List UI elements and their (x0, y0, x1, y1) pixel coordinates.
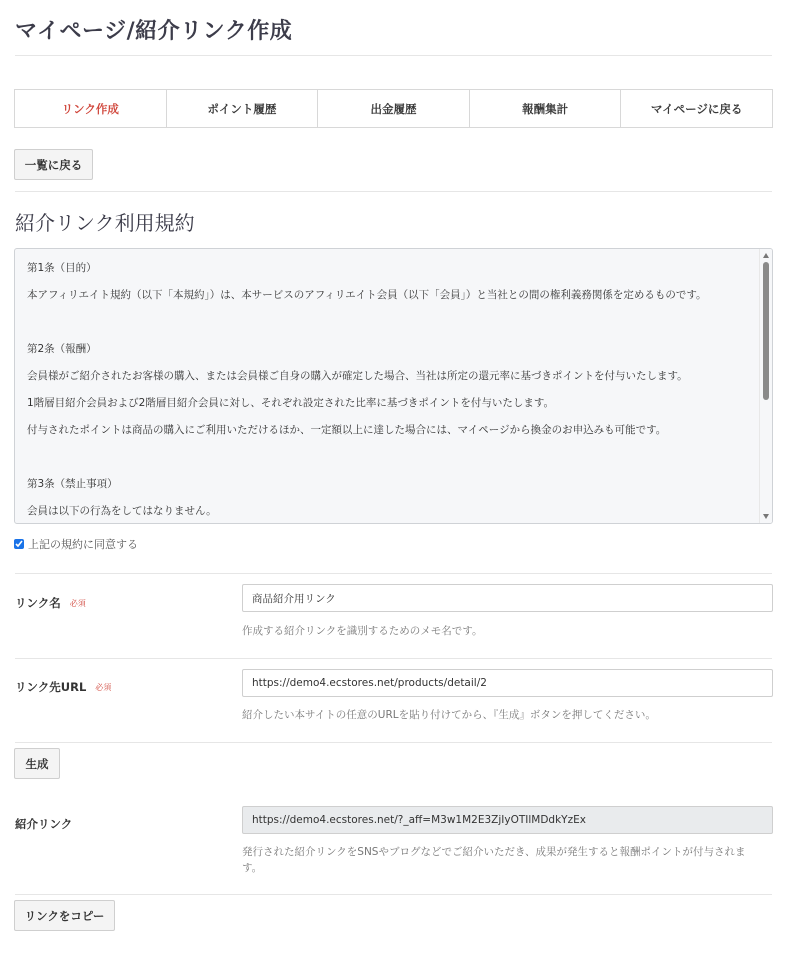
agree-checkbox[interactable] (14, 539, 24, 549)
terms-article-3-body: 会員は以下の行為をしてはなりません。 (27, 505, 217, 517)
agree-terms[interactable] (14, 536, 138, 552)
form-divider-4 (15, 894, 772, 895)
referral-link-help-line-2: す。 (242, 862, 263, 874)
page-title: マイページ/紹介リンク作成 (15, 19, 293, 44)
required-badge: 必須 (69, 598, 86, 608)
referral-link-help-line-1: 発行された紹介リンクをSNSやブログなどでご紹介いただき、成果が発生すると報酬ポイントが付与されま (242, 846, 746, 858)
tab-reward-summary[interactable]: 報酬集計 (470, 90, 622, 127)
referral-link-label (15, 816, 72, 832)
form-divider-3 (15, 742, 772, 743)
referral-link-output[interactable]: https://demo4.ecstores.net/?_aff=M3w1M2E3ZjIyOTIlMDdkYzEx (242, 806, 773, 834)
tab-bar (14, 89, 773, 128)
required-badge: 必須 (95, 682, 112, 692)
tab-create-link[interactable]: リンク作成 (15, 90, 167, 127)
terms-scrollbar[interactable] (759, 249, 772, 523)
form-divider-1 (15, 573, 772, 574)
tab-back-to-mypage[interactable]: マイページに戻る (650, 101, 743, 116)
link-name-label (15, 595, 86, 611)
link-url-label (15, 679, 111, 695)
tab-withdrawal-history[interactable]: 出金履歴 (318, 90, 470, 127)
link-url-input[interactable]: https://demo4.ecstores.net/products/detail/2 (242, 669, 773, 697)
agree-label: 上記の規約に同意する (28, 538, 138, 551)
terms-article-1-title: 第1条（目的） (27, 262, 97, 274)
terms-textarea[interactable] (14, 248, 773, 524)
terms-heading: 紹介リンク利用規約 (15, 211, 195, 235)
generate-button[interactable]: 生成 (14, 748, 60, 779)
back-to-list-button[interactable]: 一覧に戻る (14, 149, 93, 180)
link-name-help: 作成する紹介リンクを識別するためのメモ名です。 (242, 625, 483, 637)
form-divider-2 (15, 658, 772, 659)
link-name-input[interactable]: 商品紹介用リンク (242, 584, 773, 612)
scroll-down-arrow-icon[interactable] (763, 514, 769, 519)
referral-link-help (242, 844, 746, 876)
tab-point-history[interactable]: ポイント履歴 (167, 90, 319, 127)
link-url-label-text: リンク先URL (15, 680, 87, 694)
terms-article-1-body: 本アフィリエイト規約（以下「本規約」）は、本サービスのアフィリエイト会員（以下「会員」）と当社との間の権利義務関係を定めるものです。 (27, 289, 707, 301)
title-divider (15, 55, 772, 56)
link-url-help: 紹介したい本サイトの任意のURLを貼り付けてから、『生成』ボタンを押してください。 (242, 709, 656, 721)
terms-article-2-title: 第2条（報酬） (27, 343, 97, 355)
terms-article-3-title: 第3条（禁止事項） (27, 478, 118, 490)
scroll-thumb[interactable] (763, 262, 769, 400)
referral-link-label-text: 紹介リンク (15, 817, 73, 831)
scroll-up-arrow-icon[interactable] (763, 253, 769, 258)
terms-article-2-body-1: 会員様がご紹介されたお客様の購入、または会員様ご自身の購入が確定した場合、当社は所定の還元率に基づきポイントを付与いたします。 (27, 370, 688, 382)
terms-article-2-body-3: 付与されたポイントは商品の購入にご利用いただけるほか、一定額以上に達した場合には、マイページから換金のお申込みも可能です。 (27, 424, 667, 436)
link-name-label-text: リンク名 (15, 596, 61, 610)
terms-article-2-body-2: 1階層目紹介会員および2階層目紹介会員に対し、それぞれ設定された比率に基づきポイントを付与いたします。 (27, 397, 555, 409)
section-divider (15, 191, 772, 192)
copy-link-button[interactable]: リンクをコピー (14, 900, 115, 931)
